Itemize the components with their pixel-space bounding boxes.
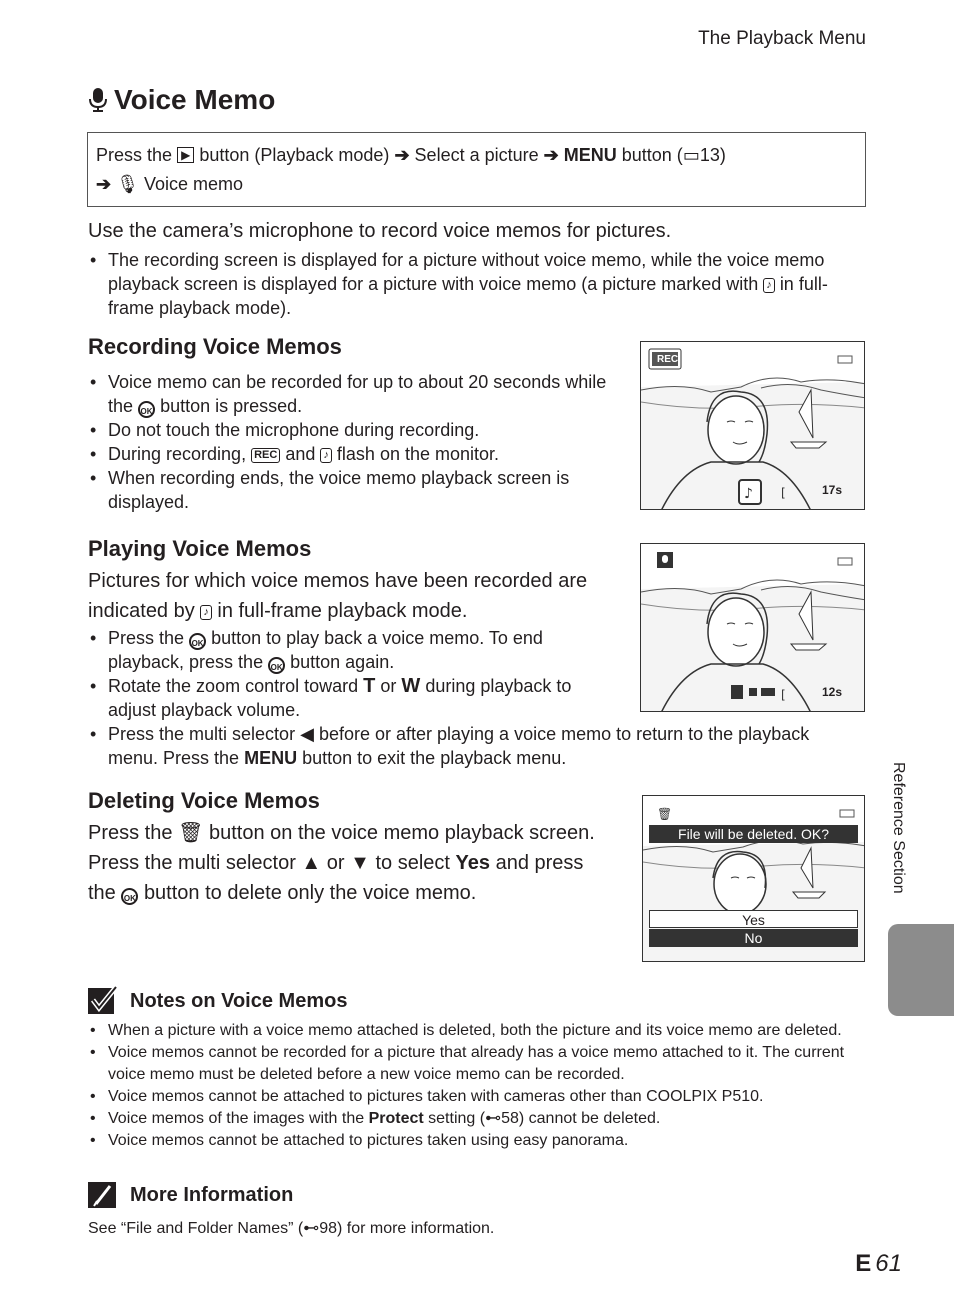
list-item: • Do not touch the microphone during recording.: [88, 418, 608, 442]
ok-button-icon: OK: [268, 657, 285, 674]
voice-memo-icon: ♪: [200, 605, 212, 620]
arrow-right-icon: ➔: [543, 145, 559, 165]
notes-heading: Notes on Voice Memos: [88, 986, 868, 1016]
microphone-icon: [88, 87, 108, 113]
more-info-text: See “File and Folder Names” (⊷98) for more information.: [88, 1220, 495, 1237]
list-item: • Voice memos cannot be attached to pictures taken using easy panorama.: [88, 1130, 868, 1152]
notes-list: [88, 1020, 868, 1152]
svg-text:[: [: [781, 688, 786, 702]
more-info-heading: More Information: [88, 1180, 868, 1210]
list-item: • Voice memos cannot be attached to pictures taken with cameras other than COOLPIX P510.: [88, 1086, 868, 1108]
page-title-text: Voice Memo: [114, 84, 276, 115]
nav-text: button (: [621, 145, 683, 165]
delete-prompt: File will be deleted. OK?: [649, 825, 858, 843]
list-item: • Rotate the zoom control toward T or W during playback to adjust playback volume.: [88, 674, 608, 722]
svg-text:♪: ♪: [744, 486, 753, 502]
section-heading: Recording Voice Memos: [88, 334, 342, 359]
list-item: • The recording screen is displayed for a picture without voice memo, while the voice memo playback screen is displayed for a picture with voice memo (a picture marked with ♪ in full-frame playback mode).: [88, 248, 868, 320]
voice-memo-icon: ♪: [763, 278, 775, 293]
svg-text:[: [: [781, 486, 786, 500]
triangle-left-icon: ◀: [300, 724, 314, 744]
section-heading: Deleting Voice Memos: [88, 788, 320, 813]
list-item: • Voice memos cannot be recorded for a picture that already has a voice memo attached to it. The current voice memo must be deleted before a new voice memo can be recorded.: [88, 1042, 868, 1086]
page-title: [88, 84, 275, 116]
recording-section: [88, 334, 608, 514]
recording-list: [88, 370, 608, 514]
trash-icon: 🗑: [178, 822, 204, 844]
wide-icon: W: [401, 675, 421, 697]
menu-button-icon: MENU: [563, 145, 617, 165]
rec-label: REC: [657, 354, 679, 365]
side-tab: [888, 924, 954, 1016]
reference-icon: ⊷: [485, 1110, 502, 1127]
checkmark-icon: [88, 986, 120, 1016]
list-item: • Press the multi selector ◀ before or after playing a voice memo to return to the playback menu. Press the MENU button to exit the playback menu.: [88, 722, 858, 770]
arrow-right-icon: ➔: [96, 174, 112, 194]
intro-list: [88, 248, 868, 320]
nav-text: button (Playback mode): [199, 145, 390, 165]
tele-icon: T: [363, 675, 376, 697]
reference-section-icon: E: [855, 1250, 872, 1277]
recording-screen-image: [640, 341, 865, 510]
triangle-down-icon: ▼: [350, 852, 370, 874]
remaining-time: 17s: [822, 483, 843, 497]
ok-button-icon: OK: [121, 888, 138, 905]
play-button-icon: ▶: [177, 147, 194, 163]
microphone-icon: 🎙: [116, 174, 139, 194]
list-item: • Voice memos of the images with the Protect setting (⊷58) cannot be deleted.: [88, 1108, 868, 1130]
nav-text: Voice memo: [143, 174, 244, 194]
list-item: • Press the OK button to play back a voice memo. To end playback, press the OK button again.: [88, 626, 608, 674]
deleting-section: [88, 788, 613, 908]
arrow-right-icon: ➔: [394, 145, 410, 165]
svg-text:🗑: 🗑: [657, 807, 673, 821]
book-ref-icon: ▭: [682, 145, 700, 165]
navigation-path-box: [87, 132, 866, 207]
page-number: E 61: [855, 1250, 902, 1277]
list-item: • During recording, REC and ♪ flash on the monitor.: [88, 442, 608, 466]
ok-button-icon: OK: [138, 401, 155, 418]
section-heading: Playing Voice Memos: [88, 536, 312, 561]
playing-intro: Pictures for which voice memos have been recorded are indicated by ♪ in full-frame playback mode.: [88, 570, 588, 622]
ok-button-icon: OK: [189, 633, 206, 650]
voice-memo-icon: ♪: [320, 448, 332, 463]
nav-text: Select a picture: [414, 145, 539, 165]
reference-icon: ⊷: [303, 1220, 320, 1237]
deleting-text: Press the 🗑 button on the voice memo playback screen. Press the multi selector ▲ or ▼ to select Yes and press the OK button to delete only the voice memo.: [88, 822, 595, 904]
triangle-up-icon: ▲: [301, 852, 322, 874]
running-header: The Playback Menu: [698, 28, 866, 49]
menu-button-icon: MENU: [244, 748, 298, 768]
side-tab-label: Reference Section: [890, 762, 907, 894]
yes-option[interactable]: Yes: [649, 910, 858, 928]
delete-screen-image: [642, 795, 865, 962]
rec-icon: REC: [251, 448, 280, 463]
intro-text: Use the camera’s microphone to record voice memos for pictures.: [88, 220, 672, 242]
playback-screen-image: [640, 543, 865, 712]
nav-text: Press the: [96, 145, 173, 165]
list-item: • Voice memo can be recorded for up to about 20 seconds while the OK button is pressed.: [88, 370, 608, 418]
more-info-section: [88, 1180, 868, 1238]
pencil-icon: [88, 1180, 120, 1210]
notes-section: [88, 986, 868, 1152]
list-item: • When recording ends, the voice memo playback screen is displayed.: [88, 466, 608, 514]
list-item: • When a picture with a voice memo attached is deleted, both the picture and its voice memo are deleted.: [88, 1020, 868, 1042]
remaining-time: 12s: [822, 685, 843, 699]
no-option[interactable]: No: [649, 929, 858, 947]
nav-text: 13): [699, 145, 726, 165]
